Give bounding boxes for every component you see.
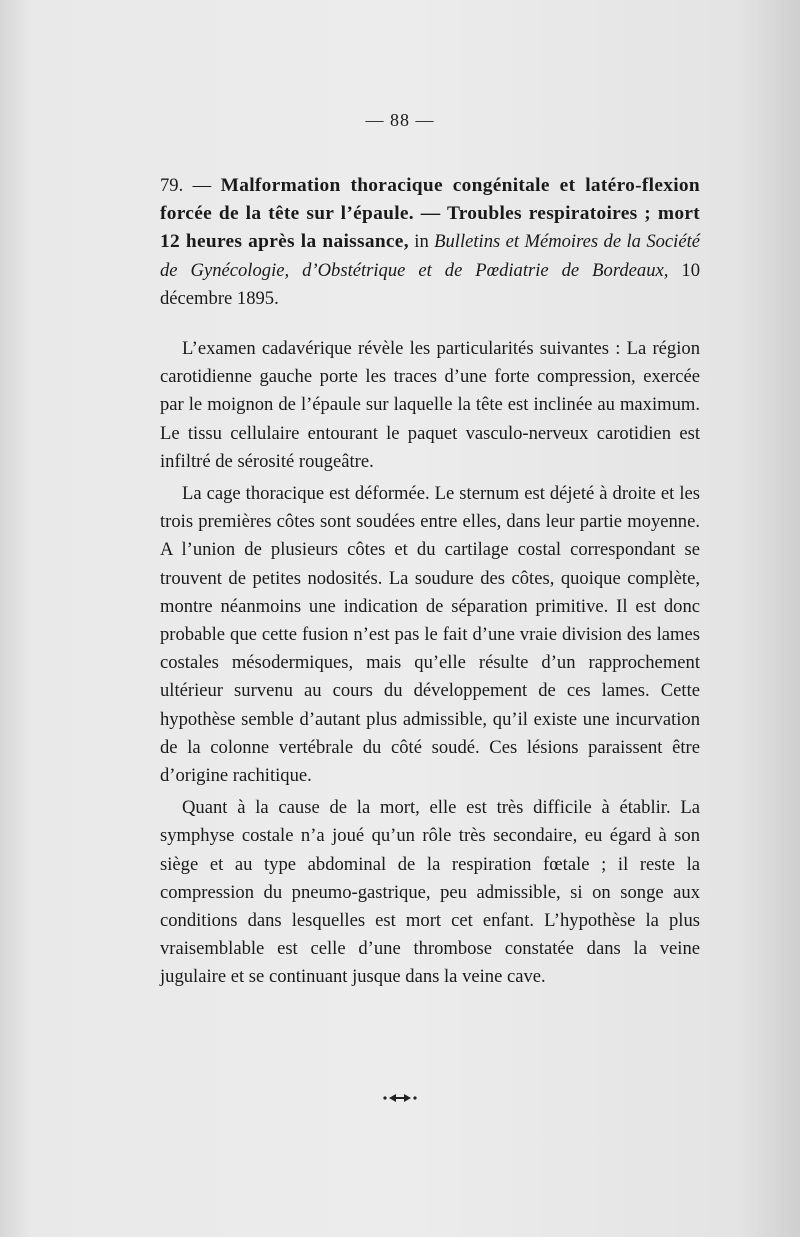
source-date: 10 décembre 1895. — [160, 259, 700, 309]
paragraph-2: La cage thoracique est déformée. Le sternum est déjeté à droite et les trois premières côtes sont soudées entre elles, dans leur partie moyenne. A l’union de plusieurs côtes et du cartilage costal correspondant se trouvent de petites nodosités. La soudure des côtes, quoique complète, montre néanmoins une indication de séparation primitive. Il est donc probable que cette fusion n’est pas le fait d’une vraie division des lames costales mésodermiques, mais qu’elle résulte d’un rapprochement ultérieur survenu au cours du développement de ces lames. Cette hypothèse semble d’autant plus admissible, qu’il existe une incurvation de la colonne vertébrale du côté soudé. Ces lésions paraissent être d’origine rachitique. — [160, 483, 700, 787]
text-block — [160, 172, 700, 992]
paragraph-1: L’examen cadavérique révèle les particularités suivantes : La région carotidienne gauche porte les traces d’une forte compression, exercée par le moignon de l’épaule sur laquelle la tête est inclinée au maximum. Le tissu cellulaire entourant le paquet vasculo-nerveux carotidien est infiltré de sérosité rougeâtre. — [160, 338, 700, 472]
paragraph-3: Quant à la cause de la mort, elle est très difficile à établir. La symphyse costale n’a joué qu’un rôle très secondaire, eu égard à son siège et au type abdominal de la respiration fœtale ; il reste la compression du pneumo-gastrique, peu admissible, si on songe aux conditions dans lesquelles est mort cet enfant. L’hypothèse la plus vraisemblable est celle d’une thrombose constatée dans la veine jugulaire et se continuant jusque dans la veine cave. — [160, 797, 700, 988]
end-ornament-icon — [0, 1090, 800, 1106]
source-in: in — [414, 231, 429, 253]
source-journal: Bulletins et Mémoires de la Société de Gynécologie, d’Obstétrique et de Pœdiatrie de Bordeaux, — [160, 231, 701, 281]
page-number: — 88 — — [365, 110, 435, 130]
entry-number: 79. — — [160, 175, 212, 196]
entry-title: Malformation thoracique congénitale et latéro-flexion forcée de la tête sur l’épaule. — Troubles respiratoires ; mort 12 heures après la naissance, — [160, 175, 700, 253]
entry-heading — [160, 172, 700, 313]
